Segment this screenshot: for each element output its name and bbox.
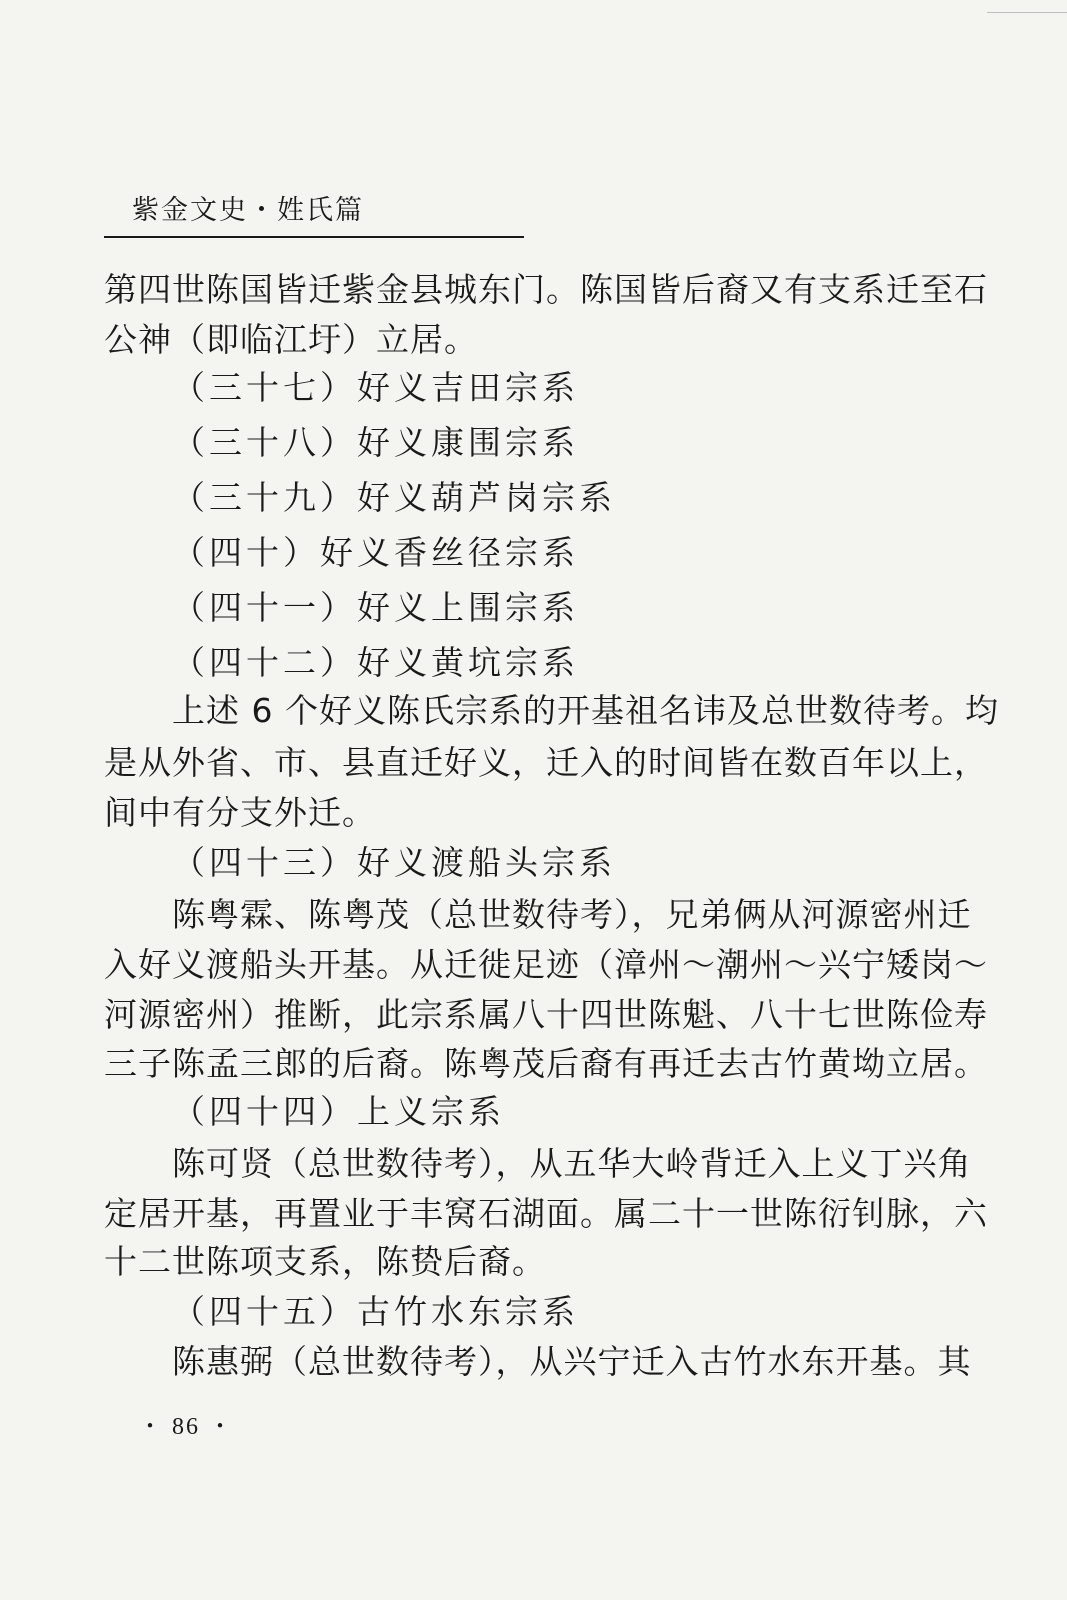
- section-heading-40: （四十）好义香丝径宗系: [172, 533, 579, 572]
- para3-line1: 陈粤霖、陈粤茂（总世数待考），兄弟俩从河源密州迁: [172, 895, 972, 934]
- section-heading-44: （四十四）上义宗系: [172, 1092, 505, 1131]
- para1-line1: 第四世陈国皆迁紫金县城东门。陈国皆后裔又有支系迁至石: [104, 270, 988, 309]
- para3-line3: 河源密州）推断，此宗系属八十四世陈魁、八十七世陈俭寿: [104, 995, 988, 1034]
- section-heading-41: （四十一）好义上围宗系: [172, 588, 579, 627]
- section-heading-37: （三十七）好义吉田宗系: [172, 368, 579, 407]
- running-title: 紫金文史・姓氏篇: [132, 195, 364, 226]
- para2-line1: 上述 6 个好义陈氏宗系的开基祖名讳及总世数待考。均: [172, 691, 999, 730]
- para5-line1: 陈惠弼（总世数待考），从兴宁迁入古竹水东开基。其: [172, 1342, 972, 1381]
- header-rule: [104, 236, 524, 238]
- section-heading-38: （三十八）好义康围宗系: [172, 423, 579, 462]
- para4-line2: 定居开基，再置业于丰窝石湖面。属二十一世陈衍钊脉，六: [104, 1194, 988, 1233]
- page-number: ・ 86 ・: [138, 1414, 234, 1440]
- page-edge-mark: [987, 0, 1067, 13]
- para1-line2: 公神（即临江圩）立居。: [104, 320, 478, 359]
- para3-line4: 三子陈孟三郎的后裔。陈粤茂后裔有再迁去古竹黄坳立居。: [104, 1044, 988, 1083]
- section-heading-42: （四十二）好义黄坑宗系: [172, 643, 579, 682]
- para4-line1: 陈可贤（总世数待考），从五华大岭背迁入上义丁兴角: [172, 1144, 972, 1183]
- section-heading-45: （四十五）古竹水东宗系: [172, 1292, 579, 1331]
- para2-line2: 是从外省、市、县直迁好义，迁入的时间皆在数百年以上，: [104, 743, 988, 782]
- para2-line3: 间中有分支外迁。: [104, 793, 376, 832]
- section-heading-43: （四十三）好义渡船头宗系: [172, 843, 616, 882]
- para3-line2: 入好义渡船头开基。从迁徙足迹（漳州～潮州～兴宁矮岗～: [104, 945, 988, 984]
- section-heading-39: （三十九）好义葫芦岗宗系: [172, 478, 616, 517]
- para4-line3: 十二世陈项支系，陈贽后裔。: [104, 1242, 546, 1281]
